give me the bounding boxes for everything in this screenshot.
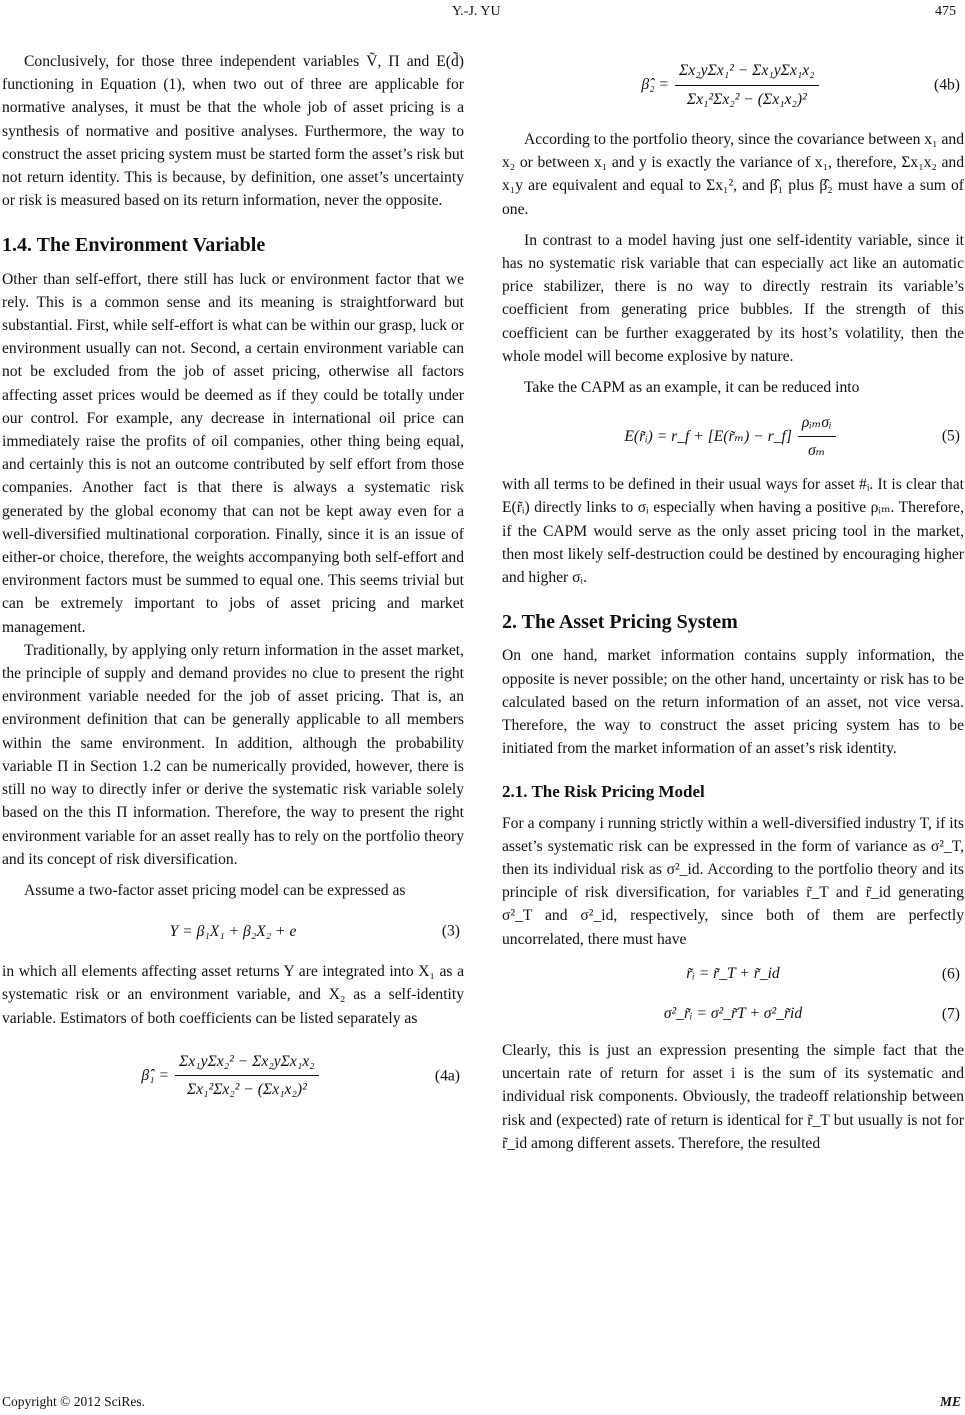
equation-number: (4b) [934, 76, 960, 94]
fraction-denominator: Σx₁²Σx₂² − (Σx₁x₂)² [186, 1081, 307, 1099]
paragraph: According to the portfolio theory, since the covariance between x₁ and x₂ or between x₁ and y is exactly the variance of x₁, therefore, Σx₁x₂ and x₁y are equivalent and equal to Σx₁², and β̂₁ plus β̂₂ must have a sum of one. [502, 131, 964, 218]
paragraph: with all terms to be defined in their usual ways for asset #ᵢ. It is clear that E(r̃ᵢ) directly links to σᵢ especially when having a positive ρᵢₘ. Therefore, if the CAPM would serve as the only asset pricing tool in the market, then most likely self-destruction could be destined by encouraging higher and higher σᵢ. [502, 476, 964, 587]
equation-5 [502, 405, 964, 467]
equation-7 [502, 997, 964, 1031]
section-heading: 2. The Asset Pricing System [502, 611, 738, 634]
paragraph: Traditionally, by applying only return information in the asset market, the principle of supply and demand provides no clue to present the right environment variable needed for the job of asset pricing. That is, an environment definition that can be generally applicable to all members within the same environment. In addition, although the probability variable Π in Section 1.2 can be numerically provided, however, there is still no way to directly infer or derive the systematic risk variable solely based on the this Π information. Therefore, the way to present the right environment variable for an asset really has to rely on the portfolio theory and its concept of risk diversification. [2, 641, 464, 868]
paragraph: On one hand, market information contains supply information, the opposite is never possible; on the other hand, uncertainty or risk has to be calculated based on the return information of an asset, not vice versa. Therefore, the way to construct the asset pricing system has to be initiated from the market information of an asset’s risk identity. [502, 647, 964, 758]
equation-fraction [175, 1050, 319, 1101]
equation-number: (5) [941, 427, 960, 445]
fraction-numerator: ρᵢₘσᵢ [798, 411, 836, 437]
equation-body: Y = β₁X₁ + β₂X₂ + e [169, 922, 297, 940]
fraction-denominator: Σx₁²Σx₂² − (Σx₁x₂)² [686, 90, 807, 108]
page-number: 475 [935, 4, 956, 19]
footer-journal: ME [940, 1394, 962, 1409]
footer-copyright: Copyright © 2012 SciRes. [2, 1394, 146, 1409]
section-heading: 1.4. The Environment Variable [2, 234, 266, 257]
paragraph: Assume a two-factor asset pricing model can be expressed as [24, 881, 406, 899]
paragraph: Take the CAPM as an example, it can be reduced into [524, 379, 860, 397]
equation-number: (7) [941, 1005, 960, 1023]
equation-lhs: E(r̃ᵢ) = r_f + [E(r̃ₘ) − r_f] [624, 427, 792, 445]
equation-4b [502, 50, 964, 120]
right-column [502, 50, 964, 1155]
equation-fraction [798, 411, 836, 462]
equation-4a [2, 1036, 464, 1116]
equation-body: r̃ᵢ = r̃_T + r̃_id [686, 965, 780, 983]
equation-3 [2, 908, 464, 954]
equation-lhs: β̂₁ = [141, 1067, 169, 1085]
paragraph: For a company i running strictly within a well-diversified industry T, if its asset’s systematic risk can be expressed in the form of variance as σ²_T, then its individual risk as σ²_id. According to the portfolio theory and its principle of risk diversification, for variables r̃_T and r̃_id generating σ²_T and σ²_id, respectively, since both of them are perfectly uncorrelated, there must have [502, 814, 964, 948]
running-title: Y.-J. YU [452, 4, 501, 19]
paragraph: In contrast to a model having just one self-identity variable, since it has no systematic risk variable that can especially act like an automatic price stabilizer, there is no way to directly restrain its variable’s coefficient from generating price bubbles. If the strength of this coefficient can be further exaggerated by its host’s volatility, then the whole model will become explosive by nature. [502, 231, 964, 365]
equation-number: (6) [941, 965, 960, 983]
left-column [2, 50, 464, 1122]
paragraph: Clearly, this is just an expression presenting the simple fact that the uncertain rate of return for asset i is the sum of its systematic and individual risk components. Obviously, the tradeoff relationship between risk and (expected) rate of return is identical for r̃_T but usually is not for r̃_id among different assets. Therefore, the resulted [502, 1041, 964, 1152]
equation-number: (4a) [434, 1067, 460, 1085]
equation-6 [502, 957, 964, 991]
equation-number: (3) [441, 922, 460, 940]
fraction-numerator: Σx₁yΣx₂² − Σx₂yΣx₁x₂ [175, 1050, 319, 1076]
subsection-heading: 2.1. The Risk Pricing Model [502, 782, 705, 802]
paragraph: Conclusively, for those three independent variables Ṽ, Π and E(d̃) functioning in Equation (1), when two out of three are applicable for normative analyses, it must be that the whole job of asset pricing is a synthesis of normative and positive analyses. Furthermore, the way to construct the asset pricing system must be started form the asset’s risk but not return identity. This is because, by definition, one asset’s uncertainty or risk is measured based on its return information, never the opposite. [2, 53, 464, 210]
paragraph: in which all elements affecting asset returns Y are integrated into X₁ as a systematic risk or an environment variable, and X₂ as a self-identity variable. Estimators of both coefficients can be listed separately as [2, 963, 464, 1027]
equation-lhs: β̂₂ = [641, 76, 669, 94]
equation-fraction [675, 59, 819, 110]
fraction-denominator: σₘ [808, 441, 826, 459]
paragraph: Other than self-effort, there still has luck or environment factor that we rely. This is a common sense and its meaning is straightforward but substantial. First, while self-effort is what can be within our grasp, luck or environment usually can not. Second, a certain environment variable can not be excluded from the job of asset pricing, otherwise all factors affecting asset prices would be deemed as if they could be totally under our control. For example, any decrease in international oil price can immediately raise the profits of oil companies, other thing being equal, and certainly this is not an outcome contributed by self effort from those companies. Another fact is that there is always a systematic risk generated by the global economy that can not be kept away even for a well-diversified multinational corporation. Finally, since it is an issue of either-or choice, therefore, the weights accompanying both self-effort and environment factors must be summed to equal one. This seems trivial but can be extremely important to jobs of asset pricing and market management. [2, 270, 464, 636]
equation-body: σ²_r̃ᵢ = σ²_r̃T + σ²_r̃id [663, 1005, 803, 1023]
fraction-numerator: Σx₂yΣx₁² − Σx₁yΣx₁x₂ [675, 59, 819, 85]
